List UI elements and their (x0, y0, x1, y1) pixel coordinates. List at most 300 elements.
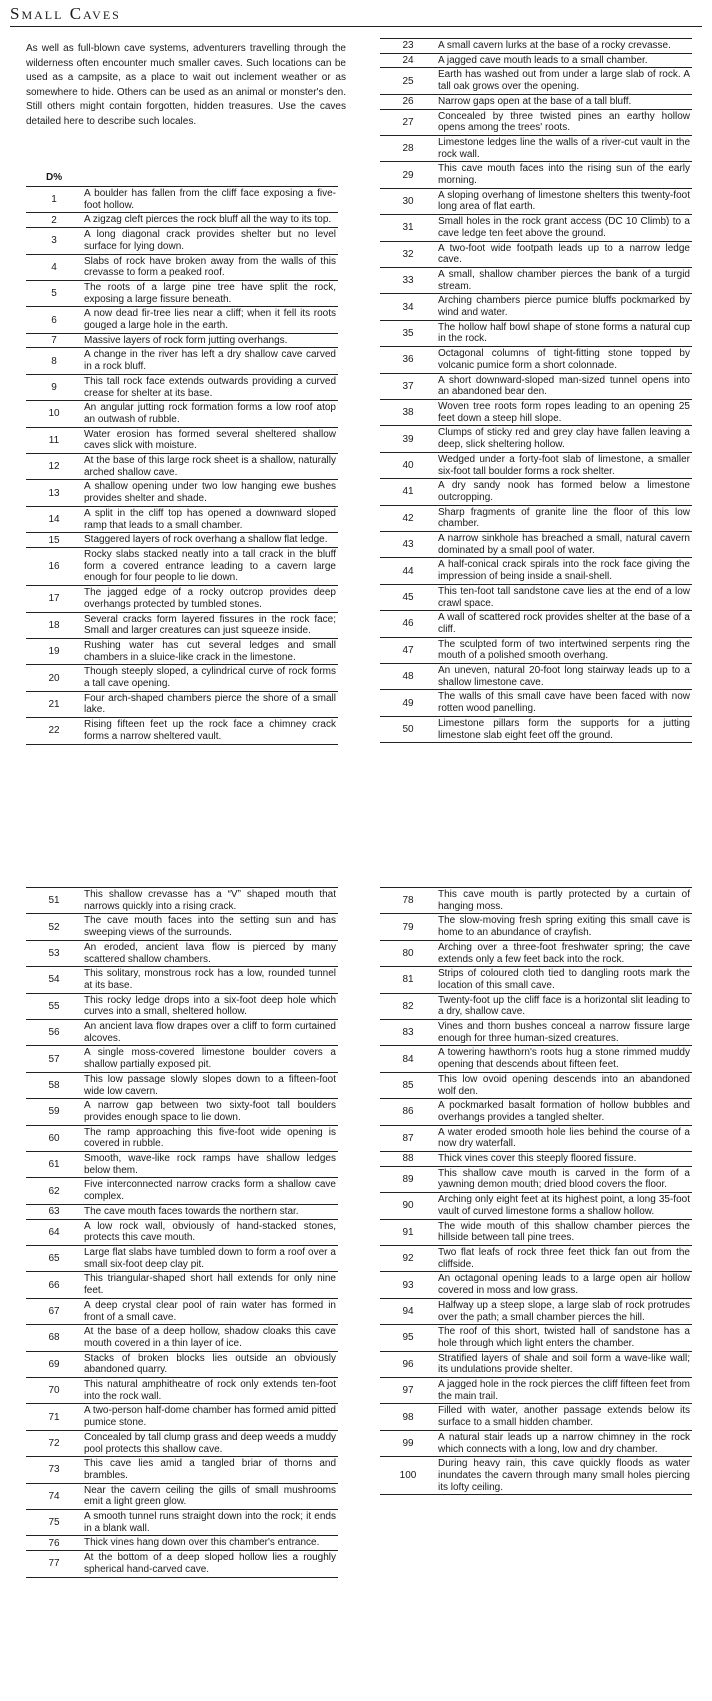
cave-description: A smooth tunnel runs straight down into the rock; it ends in a blank wall. (84, 1511, 336, 1534)
roll-number: 25 (402, 75, 414, 87)
table-row (26, 228, 338, 254)
cave-description: This cave lies amid a tangled briar of thorns and brambles. (84, 1458, 336, 1481)
roll-number: 30 (402, 195, 414, 207)
roll-number: 94 (402, 1306, 414, 1317)
table-row (380, 941, 692, 967)
table-row (26, 454, 338, 480)
roll-number: 48 (402, 671, 414, 683)
roll-number: 77 (48, 1558, 60, 1570)
roll-number: 87 (402, 1132, 414, 1144)
cave-table-1-22 (26, 186, 338, 745)
table-row (26, 1246, 338, 1272)
roll-number: 72 (48, 1438, 60, 1450)
roll-number: 96 (402, 1358, 414, 1370)
table-row (26, 507, 338, 533)
cave-description: Four arch-shaped chambers pierce the shore of a small lake. (84, 692, 336, 716)
cave-description: Massive layers of rock form jutting overhangs. (84, 334, 288, 346)
cave-description: Clumps of sticky red and grey clay have fallen leaving a deep, slick sheltering hollow. (438, 427, 690, 451)
cave-description: The roots of a large pine tree have split the rock, exposing a large fissure beneath. (84, 281, 336, 305)
table-row (26, 1378, 338, 1404)
cave-description: Wedged under a forty-foot slab of limestone, a smaller six-foot tall boulder forms a rock shelter. (438, 453, 690, 477)
table-row (380, 294, 692, 320)
roll-number: 15 (48, 534, 60, 546)
roll-number: 34 (402, 301, 414, 313)
roll-number: 1 (51, 194, 57, 206)
table-row (26, 1457, 338, 1483)
roll-number: 26 (402, 96, 414, 108)
table-row (26, 994, 338, 1020)
roll-number: 91 (402, 1226, 414, 1238)
cave-description: Sharp fragments of granite line the floor of this low chamber. (438, 506, 690, 530)
cave-description: A single moss-covered limestone boulder covers a shallow partially exposed pit. (84, 1047, 336, 1071)
table-row (26, 1510, 338, 1536)
cave-description: Thick vines hang down over this chamber's entrance. (84, 1537, 320, 1549)
roll-number: 38 (402, 407, 414, 419)
table-row (380, 532, 692, 558)
cave-description: The jagged edge of a rocky outcrop provides deep overhangs protected by tumbled stones. (84, 587, 336, 610)
table-row (380, 347, 692, 373)
cave-description: A small, shallow chamber pierces the bank of a turgid stream. (438, 268, 690, 292)
roll-number: 61 (48, 1159, 60, 1171)
cave-description: Arching only eight feet at its highest point, a long 35-foot vault of curved limestone forms a shallow hollow. (438, 1194, 690, 1217)
roll-number: 31 (402, 222, 414, 234)
roll-number: 65 (48, 1253, 60, 1265)
cave-description: Limestone ledges line the walls of a river-cut vault in the rock wall. (438, 136, 690, 160)
cave-description: During heavy rain, this cave quickly floods as water inundates the cavern through many small holes piercing its lofty ceiling. (438, 1458, 690, 1493)
table-row (380, 1404, 692, 1430)
roll-number: 7 (51, 335, 57, 347)
cave-description: The roof of this short, twisted hall of sandstone has a hole through which light enters the chamber. (438, 1326, 690, 1349)
table-row (380, 68, 692, 94)
table-row (26, 1220, 338, 1246)
table-row (380, 585, 692, 611)
cave-description: A half-conical crack spirals into the rock face giving the impression of being inside a snail-shell. (438, 559, 690, 583)
cave-description: Arching chambers pierce pumice bluffs pockmarked by wind and water. (438, 295, 690, 319)
table-row (380, 690, 692, 716)
table-row (26, 967, 338, 993)
roll-number: 59 (48, 1106, 60, 1118)
cave-description: This rocky ledge drops into a six-foot deep hole which curves into a small, sheltered hollow. (84, 994, 336, 1018)
table-row (380, 1167, 692, 1193)
table-row (380, 967, 692, 993)
table-row (26, 187, 338, 213)
cave-description: Vines and thorn bushes conceal a narrow fissure large enough for three human-sized creatures. (438, 1021, 690, 1044)
roll-number: 46 (402, 618, 414, 630)
cave-description: An uneven, natural 20-foot long stairway leads up to a shallow limestone cave. (438, 665, 690, 688)
cave-description: The cave mouth faces towards the northern star. (84, 1205, 299, 1217)
table-row (26, 375, 338, 401)
roll-number: 27 (402, 116, 414, 128)
table-row (380, 1152, 692, 1167)
table-row (380, 54, 692, 69)
roll-number: 40 (402, 460, 414, 471)
cave-description: At the base of this large rock sheet is a shallow, naturally arched shallow cave. (84, 455, 336, 478)
cave-description: Rising fifteen feet up the rock face a chimney crack forms a narrow sheltered vault. (84, 719, 336, 742)
title-rule (10, 26, 702, 27)
table-row (380, 162, 692, 188)
cave-description: Smooth, wave-like rock ramps have shallow ledges below them. (84, 1153, 336, 1176)
cave-description: Near the cavern ceiling the gills of small mushrooms emit a light green glow. (84, 1484, 336, 1508)
cave-description: This low ovoid opening descends into an abandoned wolf den. (438, 1073, 690, 1097)
cave-description: A zigzag cleft pierces the rock bluff all the way to its top. (84, 214, 332, 226)
table-row (26, 639, 338, 665)
table-row (26, 548, 338, 586)
table-row (26, 1299, 338, 1325)
roll-number: 73 (48, 1464, 60, 1476)
cave-description: An octagonal opening leads to a large open air hollow covered in moss and low grass. (438, 1273, 690, 1297)
table-row (380, 189, 692, 215)
cave-description: A dry sandy nook has formed below a limestone outcropping. (438, 480, 690, 503)
table-row (380, 1046, 692, 1072)
cave-description: An eroded, ancient lava flow is pierced by many scattered shallow chambers. (84, 941, 336, 965)
roll-number: 13 (48, 487, 60, 499)
table-row (380, 664, 692, 690)
roll-number: 84 (402, 1053, 414, 1065)
table-row (26, 888, 338, 914)
roll-number: 16 (48, 561, 60, 573)
cave-description: An ancient lava flow drapes over a cliff to form curtained alcoves. (84, 1021, 336, 1044)
cave-description: A deep crystal clear pool of rain water has formed in front of a small cave. (84, 1299, 336, 1323)
cave-description: A narrow gap between two sixty-foot tall boulders provides enough space to lie down. (84, 1100, 336, 1123)
table-row (380, 136, 692, 162)
table-row (26, 1536, 338, 1551)
cave-description: This solitary, monstrous rock has a low, rounded tunnel at its base. (84, 968, 336, 991)
roll-number: 80 (402, 948, 414, 960)
roll-number: 49 (402, 697, 414, 709)
cave-description: Stacks of broken blocks lies outside an obviously abandoned quarry. (84, 1352, 336, 1376)
roll-number: 92 (402, 1253, 414, 1265)
cave-description: A small cavern lurks at the base of a rocky crevasse. (438, 40, 671, 51)
roll-number: 3 (51, 235, 57, 247)
table-row (26, 1325, 338, 1351)
table-row (380, 1272, 692, 1298)
roll-number: 9 (51, 382, 57, 394)
cave-description: The hollow half bowl shape of stone forms a natural cup in the rock. (438, 321, 690, 345)
table-row (26, 1126, 338, 1152)
cave-description: A pockmarked basalt formation of hollow bubbles and overhangs provides a tangled shelter. (438, 1100, 690, 1123)
table-row (380, 426, 692, 452)
roll-number: 22 (48, 725, 60, 737)
cave-description: Woven tree roots form ropes leading to an opening 25 feet down a steep hill slope. (438, 400, 690, 424)
table-row (26, 1073, 338, 1099)
roll-number: 86 (402, 1106, 414, 1118)
cave-description: The sculpted form of two intertwined serpents ring the mouth of a polished smooth overhang. (438, 638, 690, 662)
cave-description: Strips of coloured cloth tied to dangling roots mark the location of this small cave. (438, 968, 690, 991)
cave-description: Rushing water has cut several ledges and small chambers in a sluice-like crack in the limestone. (84, 639, 336, 663)
roll-number: 4 (51, 261, 57, 273)
table-row (26, 1431, 338, 1457)
table-row (26, 941, 338, 967)
cave-description: Filled with water, another passage extends below its surface to a small hidden chamber. (438, 1405, 690, 1429)
cave-description: A narrow sinkhole has breached a small, natural cavern dominated by a small pool of water. (438, 533, 690, 556)
cave-description: Stratified layers of shale and soil form a wave-like wall; its undulations provide shelter. (438, 1352, 690, 1376)
roll-number: 36 (402, 354, 414, 366)
cave-description: At the bottom of a deep sloped hollow lies a roughly spherical hand-carved cave. (84, 1552, 336, 1575)
cave-description: Small holes in the rock grant access (DC 10 Climb) to a cave ledge ten feet above the ground. (438, 216, 690, 239)
cave-description: Earth has washed out from under a large slab of rock. A tall oak grows over the opening. (438, 69, 690, 93)
roll-number: 24 (402, 55, 414, 67)
table-row (26, 281, 338, 307)
table-row (26, 428, 338, 454)
table-row (26, 1551, 338, 1577)
cave-description: Slabs of rock have broken away from the walls of this crevasse to form a peaked roof. (84, 255, 336, 279)
cave-description: A natural stair leads up a narrow chimney in the rock which connects with a long, low and dry chamber. (438, 1431, 690, 1455)
roll-number: 69 (48, 1358, 60, 1370)
cave-description: A towering hawthorn's roots hug a stone rimmed muddy opening that descends about fifteen feet. (438, 1047, 690, 1071)
cave-description: Five interconnected narrow cracks form a shallow cave complex. (84, 1179, 336, 1203)
roll-number: 52 (48, 921, 60, 933)
cave-description: A two-person half-dome chamber has formed amid pitted pumice stone. (84, 1405, 336, 1429)
table-row (380, 638, 692, 664)
table-row (380, 558, 692, 584)
table-row (380, 242, 692, 268)
table-row (26, 334, 338, 349)
table-row (380, 95, 692, 110)
roll-number: 81 (402, 974, 414, 986)
roll-number: 44 (402, 565, 414, 577)
cave-description: Twenty-foot up the cliff face is a horizontal slit leading to a dry, shallow cave. (438, 994, 690, 1018)
cave-description: This low passage slowly slopes down to a fifteen-foot wide low cavern. (84, 1073, 336, 1097)
roll-number: 100 (399, 1470, 417, 1482)
roll-number: 57 (48, 1053, 60, 1065)
cave-description: A long diagonal crack provides shelter but no level surface for lying down. (84, 229, 336, 252)
roll-number: 79 (402, 921, 414, 933)
table-row (26, 213, 338, 228)
cave-description: Halfway up a steep slope, a large slab of rock protrudes over the path; a small chamber pierces the hill. (438, 1299, 690, 1323)
table-row (380, 1431, 692, 1457)
table-row (380, 1246, 692, 1272)
table-row (26, 533, 338, 548)
roll-number: 2 (51, 214, 57, 226)
cave-description: The ramp approaching this five-foot wide opening is covered in rubble. (84, 1126, 336, 1150)
roll-number: 18 (48, 619, 60, 631)
roll-number: 75 (48, 1517, 60, 1529)
cave-description: A change in the river has left a dry shallow cave carved in a rock bluff. (84, 349, 336, 373)
cave-description: Rocky slabs stacked neatly into a tall crack in the bluff form a covered entrance leading to a cavern large enough for four people to lie down. (84, 548, 336, 584)
roll-number: 66 (48, 1279, 60, 1291)
roll-number: 89 (402, 1173, 414, 1185)
table-row (380, 994, 692, 1020)
cave-description: This natural amphitheatre of rock only extends ten-foot into the rock wall. (84, 1379, 336, 1402)
cave-description: A two-foot wide footpath leads up to a narrow ledge cave. (438, 242, 690, 266)
cave-description: Arching over a three-foot freshwater spring; the cave extends only a few feet back into the rock. (438, 941, 690, 965)
roll-number: 74 (48, 1490, 60, 1502)
cave-description: A short downward-sloped man-sized tunnel opens into an abandoned bear den. (438, 374, 690, 398)
dice-header: D% (46, 172, 63, 183)
cave-description: At the base of a deep hollow, shadow cloaks this cave mouth covered in a thin layer of ice. (84, 1326, 336, 1349)
roll-number: 93 (402, 1279, 414, 1291)
roll-number: 83 (402, 1027, 414, 1039)
roll-number: 39 (402, 433, 414, 445)
table-row (380, 1325, 692, 1351)
cave-description: Large flat slabs have tumbled down to form a roof over a small six-foot deep clay pit. (84, 1246, 336, 1270)
table-row (380, 321, 692, 347)
cave-description: A sloping overhang of limestone shelters this twenty-foot long area of flat earth. (438, 189, 690, 213)
table-row (26, 1020, 338, 1046)
cave-description: This cave mouth is partly protected by a curtain of hanging moss. (438, 889, 690, 912)
cave-description: The cave mouth faces into the setting sun and has sweeping views of the surrounds. (84, 915, 336, 939)
roll-number: 17 (48, 593, 60, 605)
table-row (26, 480, 338, 506)
roll-number: 63 (48, 1206, 60, 1218)
cave-description: Narrow gaps open at the base of a tall bluff. (438, 95, 632, 107)
cave-description: The wide mouth of this shallow chamber pierces the hillside between tall pine trees. (438, 1220, 690, 1244)
cave-description: A water eroded smooth hole lies behind the course of a now dry waterfall. (438, 1126, 690, 1150)
page-title: Small Caves (10, 4, 121, 23)
table-row (26, 1352, 338, 1378)
table-row (380, 1193, 692, 1219)
table-row (26, 586, 338, 612)
roll-number: 95 (402, 1332, 414, 1344)
cave-description: A jagged cave mouth leads to a small chamber. (438, 54, 648, 66)
roll-number: 33 (402, 275, 414, 287)
table-row (380, 215, 692, 241)
roll-number: 88 (402, 1153, 414, 1165)
roll-number: 29 (402, 169, 414, 181)
roll-number: 53 (48, 948, 60, 960)
cave-table-23-50 (380, 38, 692, 743)
table-row (26, 1046, 338, 1072)
table-row (26, 613, 338, 639)
table-row (26, 1272, 338, 1298)
table-row (380, 506, 692, 532)
cave-description: Two flat leafs of rock three feet thick fan out from the cliffside. (438, 1246, 690, 1270)
table-row (380, 717, 692, 743)
cave-description: A now dead fir-tree lies near a cliff; when it fell its roots gouged a large hole in the earth. (84, 308, 336, 332)
cave-description: Concealed by tall clump grass and deep weeds a muddy pool protects this shallow cave. (84, 1431, 336, 1455)
table-row (380, 1073, 692, 1099)
roll-number: 6 (51, 314, 57, 326)
cave-description: Staggered layers of rock overhang a shallow flat ledge. (84, 534, 328, 546)
cave-table-78-100 (380, 887, 692, 1495)
table-row (380, 1352, 692, 1378)
roll-number: 14 (48, 514, 60, 526)
roll-number: 98 (402, 1411, 414, 1423)
table-row (26, 1152, 338, 1178)
table-row (26, 401, 338, 427)
table-row (26, 255, 338, 281)
table-row (26, 1178, 338, 1204)
table-row (26, 307, 338, 333)
table-row (26, 914, 338, 940)
cave-description: Though steeply sloped, a cylindrical curve of rock forms a tall cave opening. (84, 666, 336, 690)
cave-description: A wall of scattered rock provides shelter at the base of a cliff. (438, 612, 690, 635)
cave-description: This shallow crevasse has a “V” shaped mouth that narrows quickly into a rising crack. (84, 889, 336, 912)
intro-paragraph: As well as full-blown cave systems, adventurers travelling through the wilderness often encounter much smaller caves. Such locations can be used as a campsite, as a place to wait out inclement weather or as somewhere to hide. Others can be used as an animal or monster's den. Still others might contain forgotten, hidden treasures. Use the caves detailed here to describe such locales. (26, 43, 346, 127)
cave-description: Water erosion has formed several sheltered shallow caves slick with moisture. (84, 428, 336, 452)
table-row (380, 110, 692, 136)
table-row (380, 1020, 692, 1046)
cave-description: Thick vines cover this steeply floored fissure. (438, 1153, 637, 1165)
roll-number: 43 (402, 539, 414, 551)
roll-number: 97 (402, 1385, 414, 1397)
roll-number: 85 (402, 1080, 414, 1092)
table-row (380, 1299, 692, 1325)
table-row (380, 39, 692, 54)
cave-table-51-77 (26, 887, 338, 1578)
roll-number: 35 (402, 327, 414, 339)
cave-description: The slow-moving fresh spring exiting this small cave is home to an abundance of crayfish. (438, 915, 690, 939)
roll-number: 28 (402, 143, 414, 155)
roll-number: 90 (402, 1200, 414, 1212)
roll-number: 45 (402, 592, 414, 604)
roll-number: 70 (48, 1385, 60, 1397)
roll-number: 50 (402, 724, 414, 736)
table-row (380, 374, 692, 400)
cave-description: The walls of this small cave have been faced with now rotten wood panelling. (438, 691, 690, 715)
cave-description: A jagged hole in the rock pierces the cliff fifteen feet from the main trail. (438, 1379, 690, 1402)
table-row (380, 1126, 692, 1152)
table-row (26, 1484, 338, 1510)
roll-number: 68 (48, 1332, 60, 1344)
table-row (26, 348, 338, 374)
roll-number: 23 (402, 40, 414, 52)
table-row (380, 268, 692, 294)
cave-description: This cave mouth faces into the rising sun of the early morning. (438, 163, 690, 187)
roll-number: 10 (48, 408, 60, 420)
roll-number: 51 (48, 895, 60, 907)
cave-description: Limestone pillars form the supports for a jutting limestone slab eight feet off the ground. (438, 717, 690, 741)
roll-number: 19 (48, 646, 60, 658)
roll-number: 20 (48, 672, 60, 684)
table-row (26, 665, 338, 691)
roll-number: 5 (51, 288, 57, 300)
cave-description: An angular jutting rock formation forms a low roof atop an outwash of rubble. (84, 402, 336, 425)
roll-number: 64 (48, 1226, 60, 1238)
roll-number: 56 (48, 1027, 60, 1039)
table-row (380, 888, 692, 914)
roll-number: 47 (402, 644, 414, 656)
cave-description: A split in the cliff top has opened a downward sloped ramp that leads to a small chamber. (84, 507, 336, 531)
roll-number: 21 (48, 698, 60, 710)
roll-number: 12 (48, 461, 60, 473)
table-row (380, 453, 692, 479)
table-row (26, 692, 338, 718)
table-row (26, 718, 338, 744)
cave-description: Octagonal columns of tight-fitting stone topped by volcanic pumice form a short colonnade. (438, 348, 690, 371)
cave-description: This tall rock face extends outwards providing a curved crease for shelter at its base. (84, 375, 336, 399)
roll-number: 62 (48, 1185, 60, 1197)
roll-number: 32 (402, 248, 414, 260)
roll-number: 54 (48, 974, 60, 986)
cave-description: This triangular-shaped short hall extends for only nine feet. (84, 1273, 336, 1297)
roll-number: 67 (48, 1306, 60, 1317)
roll-number: 8 (51, 355, 57, 367)
table-row (380, 479, 692, 505)
cave-description: A boulder has fallen from the cliff face exposing a five-foot hollow. (84, 188, 336, 211)
cave-description: This ten-foot tall sandstone cave lies at the end of a low crawl space. (438, 585, 690, 609)
table-row (26, 1404, 338, 1430)
table-row (380, 1378, 692, 1404)
roll-number: 11 (48, 434, 60, 446)
cave-description: A low rock wall, obviously of hand-stacked stones, protects this cave mouth. (84, 1220, 336, 1244)
roll-number: 58 (48, 1080, 60, 1092)
roll-number: 55 (48, 1000, 60, 1012)
roll-number: 82 (402, 1000, 414, 1012)
cave-description: A shallow opening under two low hanging ewe bushes provides shelter and shade. (84, 481, 336, 505)
roll-number: 76 (48, 1537, 60, 1549)
cave-description: Several cracks form layered fissures in the rock face; Small and larger creatures can just squeeze inside. (84, 613, 336, 637)
table-row (380, 914, 692, 940)
table-row (380, 1220, 692, 1246)
roll-number: 99 (402, 1438, 414, 1450)
roll-number: 60 (48, 1132, 60, 1144)
roll-number: 41 (402, 486, 414, 498)
table-row (380, 1099, 692, 1125)
roll-number: 71 (48, 1411, 60, 1423)
table-row (380, 400, 692, 426)
table-row (380, 611, 692, 637)
